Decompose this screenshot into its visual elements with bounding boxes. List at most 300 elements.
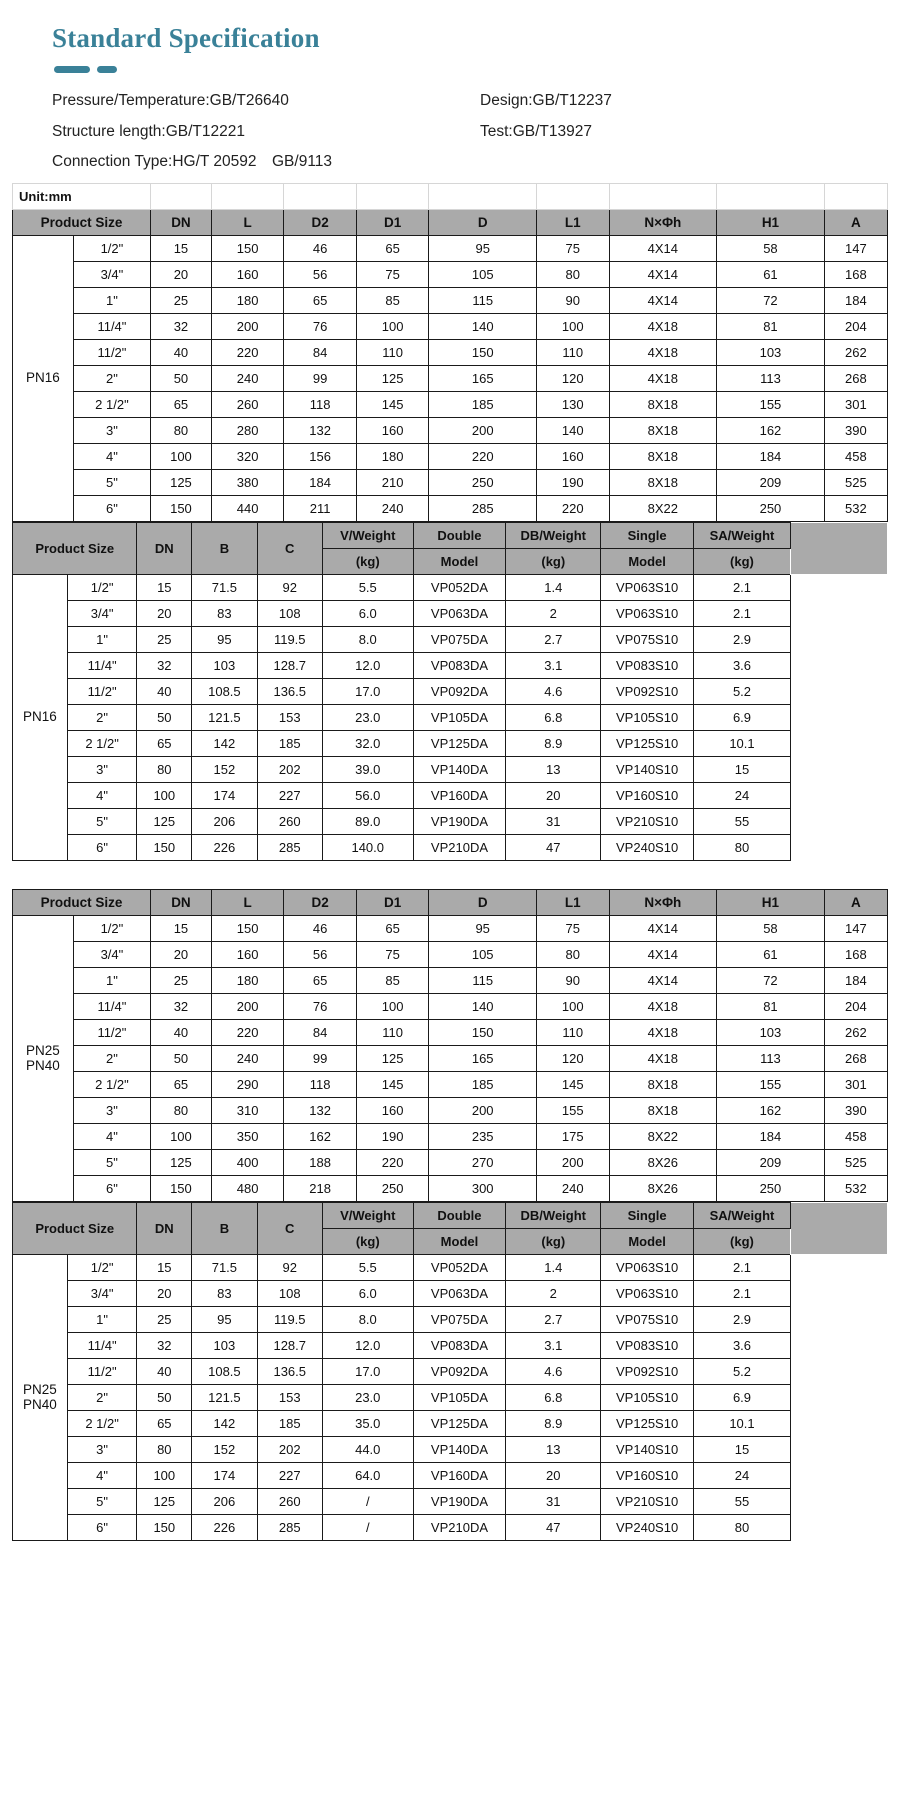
cell-blank — [790, 782, 887, 808]
table-row — [13, 1045, 888, 1071]
cell-a: 204 — [824, 993, 887, 1019]
pressure-rating-line: PN40 — [23, 1397, 57, 1413]
col-header-dn: DN — [151, 209, 212, 235]
col-header-double-model: Model — [413, 548, 506, 574]
cell-d2: 184 — [284, 469, 357, 495]
cell-h1: 58 — [717, 915, 825, 941]
cell-c: 285 — [257, 834, 322, 860]
cell-single-model: VP105S10 — [601, 1384, 694, 1410]
cell-v-weight: 56.0 — [322, 782, 413, 808]
cell-sa-weight: 24 — [693, 1462, 790, 1488]
cell-nxphih: 8X26 — [609, 1175, 717, 1201]
cell-c: 202 — [257, 756, 322, 782]
cell-d1: 220 — [356, 1149, 429, 1175]
cell-a: 268 — [824, 365, 887, 391]
cell-d: 185 — [429, 1071, 537, 1097]
cell-d2: 162 — [284, 1123, 357, 1149]
cell-a: 168 — [824, 941, 887, 967]
standard-connection-type — [52, 152, 480, 171]
cell-c: 153 — [257, 704, 322, 730]
cell-blank — [790, 1488, 887, 1514]
col-header-blank — [790, 522, 887, 574]
cell-db-weight: 8.9 — [506, 730, 601, 756]
cell-c: 119.5 — [257, 1306, 322, 1332]
col-header-product-size: Product Size — [13, 209, 151, 235]
cell-b: 108.5 — [192, 1358, 257, 1384]
table-row — [13, 495, 888, 521]
col-header-l1: L1 — [537, 889, 610, 915]
cell-single-model: VP092S10 — [601, 678, 694, 704]
cell-a: 301 — [824, 391, 887, 417]
cell-b: 103 — [192, 652, 257, 678]
cell-product-size: 1/2" — [73, 235, 150, 261]
col-header-b: B — [192, 1202, 257, 1254]
table-row — [13, 808, 888, 834]
table-row — [13, 1254, 888, 1280]
cell-dn: 20 — [151, 261, 212, 287]
cell-sa-weight: 2.9 — [693, 626, 790, 652]
standard-test — [480, 122, 900, 141]
cell-product-size: 11/2" — [73, 339, 150, 365]
cell-d1: 250 — [356, 1175, 429, 1201]
cell-a: 458 — [824, 443, 887, 469]
weight-header-row-line1 — [13, 522, 888, 548]
cell-dn: 20 — [137, 1280, 192, 1306]
cell-dn: 65 — [151, 391, 212, 417]
cell-sa-weight: 2.1 — [693, 600, 790, 626]
cell-l1: 75 — [537, 915, 610, 941]
cell-c: 128.7 — [257, 652, 322, 678]
cell-c: 202 — [257, 1436, 322, 1462]
cell-b: 206 — [192, 1488, 257, 1514]
underline-short-dash-icon — [97, 66, 117, 73]
cell-v-weight: 8.0 — [322, 626, 413, 652]
col-header-v-weight-unit: (kg) — [322, 1228, 413, 1254]
cell-l: 160 — [211, 941, 284, 967]
cell-double-model: VP140DA — [413, 1436, 506, 1462]
cell-a: 458 — [824, 1123, 887, 1149]
cell-d2: 132 — [284, 417, 357, 443]
cell-db-weight: 1.4 — [506, 1254, 601, 1280]
col-header-single-model: Model — [601, 548, 694, 574]
cell-a: 532 — [824, 1175, 887, 1201]
cell-d1: 180 — [356, 443, 429, 469]
cell-v-weight: 12.0 — [322, 652, 413, 678]
cell-h1: 113 — [717, 365, 825, 391]
cell-product-size: 1/2" — [67, 1254, 137, 1280]
cell-sa-weight: 24 — [693, 782, 790, 808]
col-header-h1: H1 — [717, 209, 825, 235]
cell-product-size: 11/2" — [67, 678, 137, 704]
cell-nxphih: 4X18 — [609, 1045, 717, 1071]
cell-product-size: 11/2" — [73, 1019, 150, 1045]
cell-d: 200 — [429, 1097, 537, 1123]
cell-l1: 155 — [537, 1097, 610, 1123]
cell-a: 147 — [824, 915, 887, 941]
cell-dn: 25 — [151, 967, 212, 993]
cell-d1: 125 — [356, 365, 429, 391]
cell-blank — [790, 626, 887, 652]
cell-b: 142 — [192, 730, 257, 756]
cell-dn: 80 — [151, 417, 212, 443]
cell-sa-weight: 80 — [693, 1514, 790, 1540]
cell-h1: 155 — [717, 391, 825, 417]
cell-v-weight: 12.0 — [322, 1332, 413, 1358]
unit-spacer — [211, 183, 284, 209]
cell-nxphih: 4X14 — [609, 941, 717, 967]
cell-single-model: VP160S10 — [601, 782, 694, 808]
col-header-c: C — [257, 522, 322, 574]
cell-d1: 110 — [356, 1019, 429, 1045]
cell-v-weight: 23.0 — [322, 1384, 413, 1410]
cell-double-model: VP160DA — [413, 782, 506, 808]
cell-h1: 184 — [717, 1123, 825, 1149]
cell-nxphih: 8X18 — [609, 443, 717, 469]
cell-product-size: 1" — [67, 626, 137, 652]
cell-blank — [790, 1410, 887, 1436]
col-header-l1: L1 — [537, 209, 610, 235]
cell-single-model: VP125S10 — [601, 1410, 694, 1436]
cell-d1: 100 — [356, 313, 429, 339]
cell-l1: 220 — [537, 495, 610, 521]
cell-single-model: VP092S10 — [601, 1358, 694, 1384]
cell-product-size: 3" — [67, 1436, 137, 1462]
cell-product-size: 3/4" — [67, 1280, 137, 1306]
cell-dn: 80 — [151, 1097, 212, 1123]
cell-l1: 80 — [537, 941, 610, 967]
cell-l1: 190 — [537, 469, 610, 495]
cell-d2: 118 — [284, 1071, 357, 1097]
standards-row — [52, 91, 900, 110]
cell-db-weight: 31 — [506, 1488, 601, 1514]
cell-d1: 210 — [356, 469, 429, 495]
cell-l1: 75 — [537, 235, 610, 261]
table-row — [13, 313, 888, 339]
cell-single-model: VP210S10 — [601, 1488, 694, 1514]
standard-text: Test:GB/T13927 — [480, 122, 593, 140]
cell-b: 174 — [192, 782, 257, 808]
cell-nxphih: 4X14 — [609, 287, 717, 313]
pn2540-weight-body — [13, 1202, 888, 1540]
cell-d2: 156 — [284, 443, 357, 469]
cell-d1: 145 — [356, 391, 429, 417]
cell-d: 105 — [429, 261, 537, 287]
cell-nxphih: 4X18 — [609, 339, 717, 365]
table-row — [13, 1306, 888, 1332]
cell-d: 165 — [429, 365, 537, 391]
cell-db-weight: 4.6 — [506, 1358, 601, 1384]
table-row — [13, 1462, 888, 1488]
cell-c: 185 — [257, 1410, 322, 1436]
cell-db-weight: 2.7 — [506, 626, 601, 652]
cell-l1: 110 — [537, 339, 610, 365]
cell-d: 185 — [429, 391, 537, 417]
col-header-sa-weight-unit: (kg) — [693, 548, 790, 574]
cell-dn: 100 — [137, 1462, 192, 1488]
cell-single-model: VP063S10 — [601, 600, 694, 626]
cell-dn: 125 — [151, 1149, 212, 1175]
cell-c: 227 — [257, 782, 322, 808]
col-header-nxphih: N×Φh — [609, 889, 717, 915]
cell-product-size: 1" — [73, 967, 150, 993]
cell-product-size: 2 1/2" — [73, 1071, 150, 1097]
cell-a: 525 — [824, 469, 887, 495]
dimension-header-row — [13, 889, 888, 915]
cell-d: 165 — [429, 1045, 537, 1071]
cell-product-size: 5" — [67, 1488, 137, 1514]
cell-double-model: VP092DA — [413, 678, 506, 704]
table-row — [13, 1384, 888, 1410]
col-header-sa-weight-unit: (kg) — [693, 1228, 790, 1254]
col-header-v-weight: V/Weight — [322, 1202, 413, 1228]
cell-product-size: 3" — [73, 417, 150, 443]
cell-d1: 190 — [356, 1123, 429, 1149]
cell-double-model: VP063DA — [413, 1280, 506, 1306]
cell-db-weight: 20 — [506, 1462, 601, 1488]
table-row — [13, 261, 888, 287]
cell-blank — [790, 730, 887, 756]
cell-h1: 184 — [717, 443, 825, 469]
cell-b: 226 — [192, 1514, 257, 1540]
cell-d: 235 — [429, 1123, 537, 1149]
col-header-sa-weight: SA/Weight — [693, 522, 790, 548]
cell-dn: 100 — [137, 782, 192, 808]
cell-single-model: VP083S10 — [601, 652, 694, 678]
cell-product-size: 4" — [67, 782, 137, 808]
cell-single-model: VP075S10 — [601, 1306, 694, 1332]
cell-dn: 25 — [151, 287, 212, 313]
col-header-single: Single — [601, 1202, 694, 1228]
cell-l1: 200 — [537, 1149, 610, 1175]
cell-dn: 65 — [151, 1071, 212, 1097]
cell-a: 147 — [824, 235, 887, 261]
table-row — [13, 469, 888, 495]
cell-c: 108 — [257, 1280, 322, 1306]
table-row — [13, 1097, 888, 1123]
cell-l: 280 — [211, 417, 284, 443]
cell-blank — [790, 704, 887, 730]
cell-sa-weight: 15 — [693, 1436, 790, 1462]
pressure-rating-label — [13, 915, 74, 1201]
table-row — [13, 1436, 888, 1462]
cell-dn: 32 — [137, 652, 192, 678]
cell-dn: 40 — [137, 678, 192, 704]
cell-d2: 46 — [284, 915, 357, 941]
cell-l: 320 — [211, 443, 284, 469]
cell-dn: 15 — [137, 1254, 192, 1280]
pn16-table-group — [12, 183, 888, 861]
page-title: Standard Specification — [52, 23, 320, 53]
cell-d1: 160 — [356, 1097, 429, 1123]
cell-double-model: VP063DA — [413, 600, 506, 626]
cell-d1: 85 — [356, 287, 429, 313]
pn2540-table-group — [12, 889, 888, 1541]
cell-sa-weight: 3.6 — [693, 652, 790, 678]
pressure-rating-line: PN16 — [23, 709, 57, 725]
cell-nxphih: 8X18 — [609, 469, 717, 495]
col-header-l: L — [211, 889, 284, 915]
cell-d: 270 — [429, 1149, 537, 1175]
cell-l1: 90 — [537, 287, 610, 313]
cell-dn: 100 — [151, 443, 212, 469]
col-header-db-weight: DB/Weight — [506, 522, 601, 548]
cell-blank — [790, 1462, 887, 1488]
cell-dn: 150 — [137, 1514, 192, 1540]
cell-single-model: VP083S10 — [601, 1332, 694, 1358]
cell-dn: 125 — [137, 1488, 192, 1514]
table-row — [13, 834, 888, 860]
col-header-d: D — [429, 889, 537, 915]
table-row — [13, 1514, 888, 1540]
cell-v-weight: 89.0 — [322, 808, 413, 834]
underline-long-dash-icon — [54, 66, 90, 73]
cell-product-size: 1/2" — [73, 915, 150, 941]
cell-db-weight: 1.4 — [506, 574, 601, 600]
cell-product-size: 3/4" — [73, 941, 150, 967]
cell-dn: 50 — [137, 1384, 192, 1410]
cell-l: 290 — [211, 1071, 284, 1097]
table-row — [13, 1358, 888, 1384]
cell-dn: 20 — [137, 600, 192, 626]
cell-b: 152 — [192, 1436, 257, 1462]
cell-b: 95 — [192, 626, 257, 652]
unit-label: Unit:mm — [13, 183, 151, 209]
pn16-weight-body — [13, 522, 888, 860]
cell-dn: 40 — [137, 1358, 192, 1384]
col-header-dn: DN — [151, 889, 212, 915]
cell-double-model: VP210DA — [413, 1514, 506, 1540]
table-row — [13, 1149, 888, 1175]
cell-dn: 25 — [137, 626, 192, 652]
col-header-b: B — [192, 522, 257, 574]
cell-a: 262 — [824, 339, 887, 365]
cell-v-weight: 140.0 — [322, 834, 413, 860]
cell-d1: 75 — [356, 941, 429, 967]
standard-text: Connection Type:HG/T 20592 GB/9113 — [52, 153, 333, 171]
cell-a: 390 — [824, 417, 887, 443]
cell-sa-weight: 2.9 — [693, 1306, 790, 1332]
cell-l: 260 — [211, 391, 284, 417]
pressure-rating-line: PN25 — [26, 1042, 60, 1058]
cell-d2: 218 — [284, 1175, 357, 1201]
cell-single-model: VP105S10 — [601, 704, 694, 730]
cell-l1: 110 — [537, 1019, 610, 1045]
pressure-rating-label — [13, 1254, 68, 1540]
cell-c: 92 — [257, 574, 322, 600]
cell-product-size: 4" — [73, 443, 150, 469]
cell-nxphih: 8X18 — [609, 417, 717, 443]
cell-d2: 76 — [284, 313, 357, 339]
col-header-double-model: Model — [413, 1228, 506, 1254]
cell-c: 92 — [257, 1254, 322, 1280]
cell-db-weight: 47 — [506, 834, 601, 860]
table-row — [13, 600, 888, 626]
table-row — [13, 417, 888, 443]
standards-row — [52, 122, 900, 141]
cell-b: 121.5 — [192, 1384, 257, 1410]
cell-d: 200 — [429, 417, 537, 443]
cell-h1: 209 — [717, 1149, 825, 1175]
cell-nxphih: 8X22 — [609, 1123, 717, 1149]
cell-nxphih: 8X26 — [609, 1149, 717, 1175]
cell-dn: 40 — [151, 1019, 212, 1045]
cell-h1: 155 — [717, 1071, 825, 1097]
cell-h1: 81 — [717, 313, 825, 339]
table-row — [13, 574, 888, 600]
cell-c: 227 — [257, 1462, 322, 1488]
table-group-separator — [0, 861, 900, 889]
cell-db-weight: 6.8 — [506, 1384, 601, 1410]
cell-dn: 32 — [151, 313, 212, 339]
table-row — [13, 782, 888, 808]
cell-product-size: 6" — [73, 495, 150, 521]
cell-double-model: VP125DA — [413, 1410, 506, 1436]
cell-dn: 150 — [151, 1175, 212, 1201]
unit-spacer — [429, 183, 537, 209]
cell-dn: 65 — [137, 730, 192, 756]
cell-d1: 100 — [356, 993, 429, 1019]
cell-nxphih: 8X18 — [609, 391, 717, 417]
unit-spacer — [609, 183, 717, 209]
cell-h1: 72 — [717, 287, 825, 313]
cell-d: 150 — [429, 1019, 537, 1045]
cell-l: 400 — [211, 1149, 284, 1175]
cell-v-weight: 5.5 — [322, 574, 413, 600]
cell-product-size: 11/4" — [73, 993, 150, 1019]
cell-blank — [790, 600, 887, 626]
cell-double-model: VP092DA — [413, 1358, 506, 1384]
cell-blank — [790, 1254, 887, 1280]
dimension-header-row — [13, 209, 888, 235]
cell-d: 140 — [429, 313, 537, 339]
col-header-a: A — [824, 209, 887, 235]
cell-single-model: VP063S10 — [601, 1254, 694, 1280]
unit-spacer — [717, 183, 825, 209]
cell-d2: 46 — [284, 235, 357, 261]
table-row — [13, 967, 888, 993]
cell-blank — [790, 756, 887, 782]
cell-dn: 15 — [137, 574, 192, 600]
pn2540-weight-table — [12, 1202, 888, 1541]
cell-single-model: VP140S10 — [601, 756, 694, 782]
col-header-product-size: Product Size — [13, 1202, 137, 1254]
cell-a: 532 — [824, 495, 887, 521]
cell-a: 184 — [824, 967, 887, 993]
cell-d2: 99 — [284, 1045, 357, 1071]
cell-product-size: 1" — [67, 1306, 137, 1332]
cell-v-weight: 32.0 — [322, 730, 413, 756]
cell-h1: 58 — [717, 235, 825, 261]
cell-v-weight: 17.0 — [322, 1358, 413, 1384]
col-header-v-weight: V/Weight — [322, 522, 413, 548]
cell-b: 121.5 — [192, 704, 257, 730]
cell-dn: 50 — [151, 1045, 212, 1071]
table-row — [13, 1332, 888, 1358]
cell-product-size: 4" — [67, 1462, 137, 1488]
cell-blank — [790, 678, 887, 704]
cell-dn: 32 — [151, 993, 212, 1019]
cell-b: 71.5 — [192, 1254, 257, 1280]
cell-sa-weight: 15 — [693, 756, 790, 782]
table-row — [13, 915, 888, 941]
cell-single-model: VP240S10 — [601, 834, 694, 860]
cell-c: 108 — [257, 600, 322, 626]
col-header-single-model: Model — [601, 1228, 694, 1254]
cell-double-model: VP105DA — [413, 1384, 506, 1410]
col-header-dn: DN — [137, 522, 192, 574]
cell-product-size: 5" — [67, 808, 137, 834]
cell-d1: 75 — [356, 261, 429, 287]
